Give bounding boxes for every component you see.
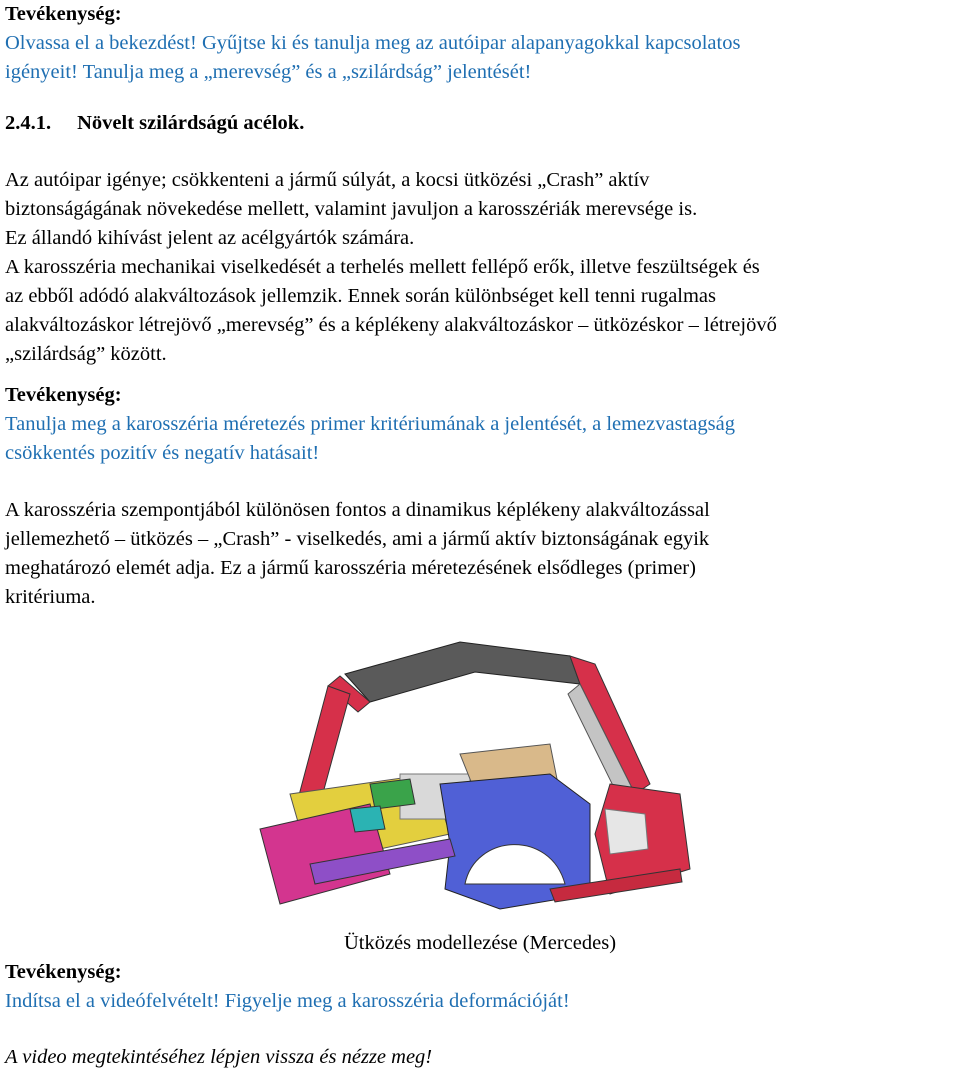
paragraph-line: Az autóipar igénye; csökkenteni a jármű súlyát, a kocsi ütközési „Crash” aktív	[5, 169, 650, 191]
activity-text-line: Indítsa el a videófelvételt! Figyelje meg a karosszéria deformációját!	[5, 990, 570, 1012]
paragraph-line: alakváltozáskor létrejövő „merevség” és a képlékeny alakváltozáskor – ütközéskor – létrejövő	[5, 314, 777, 336]
paragraph-line: A karosszéria mechanikai viselkedését a terhelés mellett fellépő erők, illetve feszültségek és	[5, 256, 760, 278]
crash-model-figure	[250, 634, 710, 924]
activity-text-line: Tanulja meg a karosszéria méretezés primer kritériumának a jelentését, a lemezvastagság	[5, 413, 735, 435]
closing-section	[5, 958, 957, 1072]
spacer	[5, 1016, 957, 1043]
spacer	[5, 87, 957, 109]
crash-model-image	[250, 634, 710, 924]
paragraph-line: jellemezhető – ütközés – „Crash” - viselkedés, ami a jármű aktív biztonságának egyik	[5, 528, 710, 550]
paragraph-line: kritériuma.	[5, 586, 96, 608]
paragraph-line: meghatározó elemét adja. Ez a jármű karosszéria méretezésének elsődleges (primer)	[5, 557, 696, 579]
activity-heading: Tevékenység:	[5, 384, 122, 406]
closing-note: A video megtekintéséhez lépjen vissza és nézze meg!	[5, 1046, 433, 1068]
paragraph-line: biztonságágának növekedése mellett, valamint javuljon a karosszériák merevsége is.	[5, 198, 698, 220]
section-number: 2.4.1.	[5, 112, 52, 134]
paragraph-2	[5, 496, 957, 612]
activity-text-line: igényeit! Tanulja meg a „merevség” és a „szilárdság” jelentését!	[5, 61, 532, 83]
paragraph-line: „szilárdság” között.	[5, 343, 167, 365]
paragraph-1	[5, 166, 957, 369]
activity-heading: Tevékenység:	[5, 3, 122, 25]
paragraph-line: az ebből adódó alakváltozások jellemzik. Ennek során különbséget kell tenni rugalmas	[5, 285, 717, 307]
paragraph-line: Ez állandó kihívást jelent az acélgyártók számára.	[5, 227, 415, 249]
activity-text-line: Olvassa el a bekezdést! Gyűjtse ki és tanulja meg az autóipar alapanyagokkal kapcsolatos	[5, 32, 741, 54]
spacer	[5, 138, 957, 166]
activity-heading: Tevékenység:	[5, 961, 122, 983]
spacer	[5, 369, 957, 381]
figure-caption: Ütközés modellezése (Mercedes)	[343, 932, 617, 954]
document-body	[5, 0, 957, 612]
paragraph-line: A karosszéria szempontjából különösen fontos a dinamikus képlékeny alakváltozással	[5, 499, 710, 521]
activity-block-2	[5, 381, 957, 468]
section-title-text: Növelt szilárdságú acélok.	[77, 112, 305, 134]
section-title	[5, 109, 957, 138]
activity-block-1	[5, 0, 957, 87]
activity-text-line: csökkentés pozitív és negatív hatásait!	[5, 442, 320, 464]
spacer	[5, 468, 957, 496]
